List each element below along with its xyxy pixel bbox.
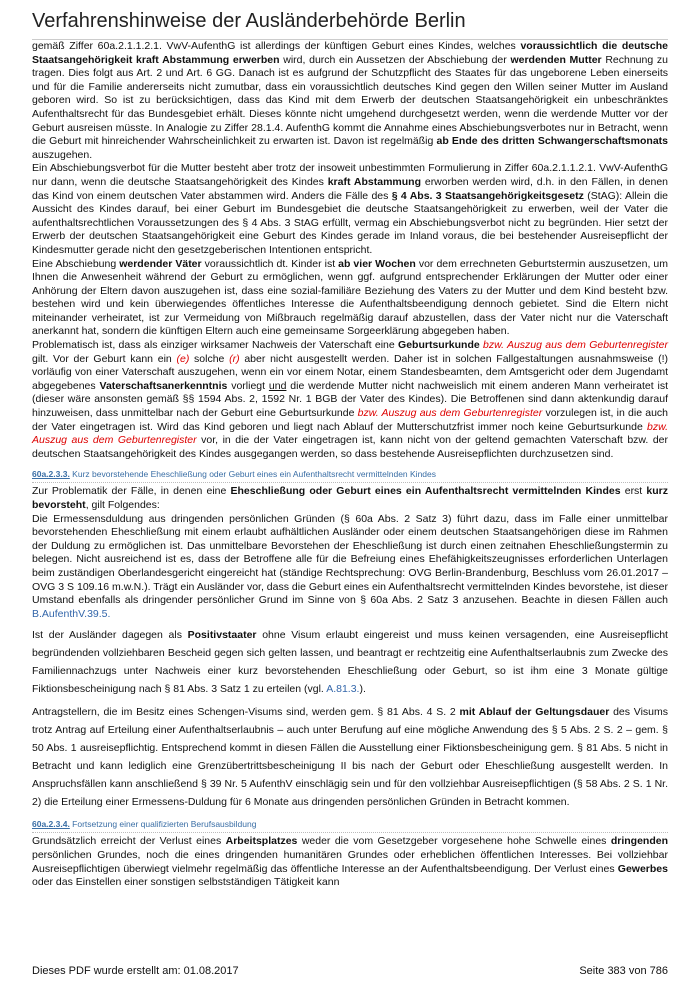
paragraph: gemäß Ziffer 60a.2.1.1.2.1. VwV-AufenthG ist allerdings der künftigen Geburt eines Kindes, welches voraussichtlich die deutsche Staatsangehörigkeit kraft Abstammung erwerben wird, durch ein Aussetzen der Abschiebung der werdenden Mutter Rechnung zu tragen. Dies folgt aus Art. 2 und Art. 6 GG. Danach ist es aufgrund der Schutzpflicht des Staates für das ungeborene Leben einerseits und für die Familie andererseits nicht zumutbar, dass ein voraussichtlich deutsches Kind gegen den Willen seiner Mutter im Ausland geboren wird. So ist zu berücksichtigen, dass das Kind mit dem Erwerb der deutschen Staatsangehörigkeit ein unbeschränktes Aufenthaltsrecht für das Bundesgebiet erhält. Dieses könnte nicht umgehend durchgesetzt werden, wenn die werdende Mutter vor der Geburt ausreisen müsste. In Analogie zu Ziffer 28.1.4. AufenthG kommt die Annahme eines Abschiebungsverbotes nur in Betracht, wenn die Geburt mit hinreichender Wahrscheinlichkeit zu erwarten ist. Davon ist regelmäßig ab Ende des dritten Schwangerschaftsmonats auszugehen. [32, 40, 668, 161]
section-heading: 60a.2.3.3. Kurz bevorstehende Eheschließung oder Geburt eines ein Aufenthaltsrecht vermittelnden Kindes [32, 469, 437, 480]
document-page [32, 0, 668, 890]
section-divider [32, 832, 668, 833]
paragraph: Problematisch ist, dass als einziger wirksamer Nachweis der Vaterschaft eine Geburtsurkunde bzw. Auszug aus dem Geburtenregister gilt. Vor der Geburt kann ein (e) solche (r) aber nicht ausgestellt werden. Daher ist in solchen Fallgestaltungen ausnahmsweise (!) vorläufig von einer Vaterschaft auszugehen, wenn ein vor einem Notar, einem Standesbeamten, dem Amtsgericht oder dem Jugendamt abgegebenes Vaterschaftsanerkenntnis vorliegt und die werdende Mutter nicht nachweislich mit einem anderen Mann verheiratet ist (dieser wäre ansonsten gemäß §§ 1594 Abs. 2, 1592 Nr. 1 BGB der Vater des Kindes). Die Betroffenen sind dann aktenkundig darauf hinzuweisen, dass unmittelbar nach der Geburt eine Geburtsurkunde bzw. Auszug aus dem Geburtenregister vorzulegen ist, in die auch der Vater eingetragen ist. Wird das Kind geboren und liegt nach Ablauf der Mutterschutzfrist immer noch keine Geburtsurkunde bzw. Auszug aus dem Geburtenregister vor, in die der Vater eingetragen ist, kann nicht von der geltend gemachten Vaterschaft bzw. der deutschen Staatsangehörigkeit des Kindes ausgegangen werden, so dass bestehende Ausreisepflichten durchzusetzen sind. [32, 339, 669, 460]
section-divider [32, 482, 668, 483]
paragraph: Ist der Ausländer dagegen als Positivstaater ohne Visum erlaubt eingereist und muss keinen versagenden, eine Ausreisepflicht begründenden vollziehbaren Bescheid gegen sich gelten lassen, und beantragt er rechtzeitig eine Aufenthaltserlaubnis zum Zwecke des Familiennachzugs unter Nachweis einer kurz bevorstehenden Eheschließung oder Geburt, so ist ihm eine 3 Monate gültige Fiktionsbescheinigung nach § 81 Abs. 3 Satz 1 zu erteilen (vgl. A.81.3.). [32, 629, 668, 696]
paragraph: Eine Abschiebung werdender Väter voraussichtlich dt. Kinder ist ab vier Wochen vor dem errechneten Geburtstermin auszusetzen, um Ihnen die Anwesenheit während der Geburt zu ermöglichen, wenn ggf. aufgrund entsprechender Erklärungen der Mutter oder einer Anhörung der Eltern davon auszugehen ist, dass eine sozial-familiäre Beziehung des Vaters zu der Mutter und dem Kind besteht bzw. bestehen wird und kein überwiegendes öffentliches Interesse die Aufenthaltsbeendigung dennoch gebietet. Sind die Eltern nicht miteinander verheiratet, ist zur Vermeidung von Mißbrauch regelmäßig darauf abzustellen, dass der Vater nicht nur die Vaterschaft anerkannt hat, sondern die künftigen Eltern auch eine gemeinsame Sorgeerklärung abgegeben haben. [32, 257, 668, 338]
paragraph: Antragstellern, die im Besitz eines Schengen-Visums sind, werden gem. § 81 Abs. 4 S. 2 mit Ablauf der Geltungsdauer des Visums trotz Antrag auf Erteilung einer Aufenthaltserlaubnis – auch unter Berufung auf eine mögliche Anwendung des § 5 Abs. 2 S. 2 – gem. § 50 Abs. 1 ausreisepflichtig. Entsprechend kommt in diesen Fällen die Ausstellung einer Fiktionsbescheinigung gem. § 81 Abs. 5 nicht in Betracht und kann lediglich eine Grenzübertrittsbescheinigung II bis nach der Geburt oder Eheschließung ausgestellt werden. In Anspruchsfällen kann anschließend § 39 Nr. 5 AufenthV einschlägig sein und für den vollziehbar Ausreisepflichtigen (§ 58 Abs. 2 S. 1 Nr. 2) die Erteilung einer Ermessens-Duldung für 6 Monate aus dringenden persönlichen Gründen in Betracht kommen. [32, 706, 668, 809]
page-number: Seite 383 von 786 [579, 965, 668, 977]
paragraph: Ein Abschiebungsverbot für die Mutter besteht aber trotz der insoweit unbestimmten Formulierung in Ziffer 60a.2.1.1.2.1. VwV-AufenthG nur dann, wenn die deutsche Staatsangehörigkeit des Kindes kraft Abstammung erworben werden wird, d.h. in den Fällen, in denen das Kind von einem deutschen Vater abstammen wird. Anders die Fälle des § 4 Abs. 3 Staatsangehörigkeitsgesetz (StAG): Allein die Aussicht des Kindes darauf, bei einer Geburt im Bundesgebiet die deutsche Staatsangehörigkeit zu erwerben, weil der Vater die aufenthaltsrechtlichen Voraussetzungen des § 4 Abs. 3 StAG erfüllt, vermag ein Abschiebungsverbot nicht zu begründen. Hier setzt der Erwerb der deutschen Staatsangehörigkeit eine Geburt des Kindes gerade im Inland voraus, die bei bestehender Ausreisepflicht der Kindesmutter gerade nicht den gesetzgeberischen Intentionen entspricht. [32, 162, 668, 256]
document-body [32, 40, 668, 890]
section-anchor-link[interactable]: 60a.2.3.3. [32, 469, 70, 480]
section-anchor-link[interactable]: 60a.2.3.4. [32, 819, 70, 830]
paragraph: Die Ermessensduldung aus dringenden persönlichen Gründen (§ 60a Abs. 2 Satz 3) führt dazu, dass im Falle einer unmittelbar bevorstehenden Eheschließung mit einem erlaubt aufhältlichen Ausländer oder einem deutschen Staatsangehörigen diese im Rahmen der Duldung zu ermöglichen ist. Das unmittelbare Bevorstehen der Eheschließung ist durch einen zeitnahen Eheschließungstermin zu belegen. Nicht ausreichend ist es, dass der Betroffene alle für die Befreiung eines Ehefähigkeitszeugnisses erforderlichen Unterlagen beim zuständigen Oberlandesgericht eingereicht hat (ständige Rechtsprechung: OVG Berlin-Brandenburg, Beschluss vom 26.01.2017 – OVG 3 S 109.16 m.w.N.). Trägt ein Ausländer vor, dass die Geburt eines ein Aufenthaltsrecht vermittelnden Kindes bevorstehe, ist dieser Umstand ebenfalls als dringender persönlicher Grund im Sinne von § 60a Abs. 2 Satz 3 anzusehen. Beachte in diesen Fällen auch B.AufenthV.39.5. [32, 512, 668, 620]
reference-link[interactable]: B.AufenthV.39.5. [32, 607, 111, 620]
page-title: Verfahrenshinweise der Ausländerbehörde Berlin [32, 10, 466, 32]
paragraph: Zur Problematik der Fälle, in denen eine Eheschließung oder Geburt eines ein Aufenthaltsrecht vermittelnden Kindes erst kurz bevorsteht, gilt Folgendes: [32, 485, 669, 511]
reference-link[interactable]: A.81.3. [326, 683, 360, 696]
creation-date: Dieses PDF wurde erstellt am: 01.08.2017 [32, 965, 239, 977]
paragraph: Grundsätzlich erreicht der Verlust eines Arbeitsplatzes weder die vom Gesetzgeber vorgesehene hohe Schwelle eines dringenden persönlichen Grundes, noch die eines dringenden humanitären Grundes oder erheblichen öffentlichen Interesses. Bei vollziehbar Ausreisepflichtigen überwiegt vielmehr regelmäßig das öffentliche Interesse an der Aufenthaltsbeendigung. Der Verlust eines Gewerbes oder das Einstellen einer sonstigen selbstständigen Tätigkeit kann [32, 835, 669, 889]
section-heading: 60a.2.3.4. Fortsetzung einer qualifizierten Berufsausbildung [32, 819, 257, 830]
